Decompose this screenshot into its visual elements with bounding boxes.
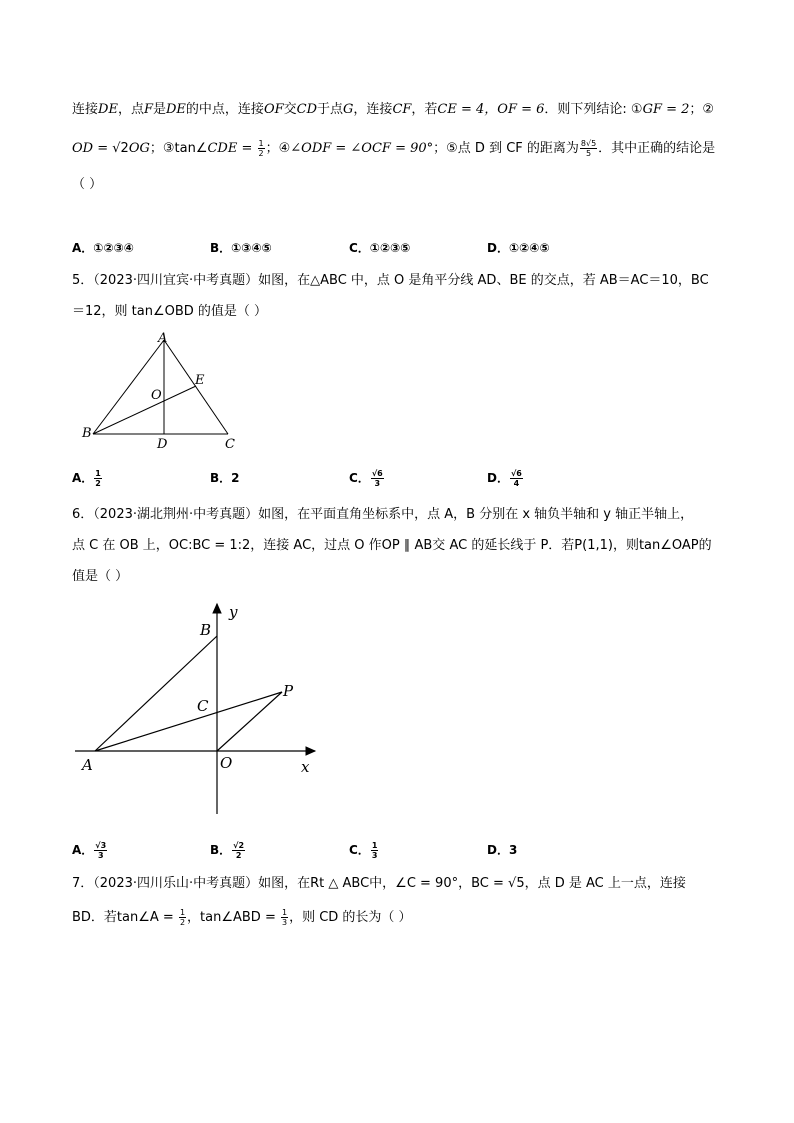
segment-ab [95,636,217,751]
numerator: √6 [510,469,522,478]
text: BD．若tan∠A = [72,910,178,925]
label-c: C [197,697,209,715]
q4-option-c[interactable]: C．①②③⑤ [349,241,411,255]
text: ，连接 [353,102,393,117]
numerator: 1 [95,469,101,478]
q6-option-d[interactable] [487,840,517,860]
text: ；⑤点 D 到 CF 的距离为 [433,141,579,156]
label-x: x [301,758,310,776]
denominator: 2 [235,851,242,860]
text: ，点 [117,102,144,117]
q6-option-c[interactable] [349,840,379,860]
math: DE [166,102,186,117]
fraction [258,139,265,158]
denominator: 5 [585,149,592,158]
q6-line-1: 6．（2023·湖北荆州·中考真题）如图，在平面直角坐标系中，点 A，B 分别在 x 轴负半轴和 y 轴正半轴上， [72,507,694,522]
q5-triangle-figure [78,328,248,453]
label-d: D [157,437,168,452]
denominator: 3 [97,851,104,860]
math: F [143,102,153,117]
q6-coordinate-figure [70,596,330,821]
numerator: 1 [371,841,378,850]
fraction [94,841,107,860]
q4-option-b[interactable]: B．①③④⑤ [210,241,272,255]
denominator: 4 [513,479,520,488]
math: CDE = [207,141,257,156]
text: ，点 D 是 AC 上一点，连接 [524,876,686,891]
text: ．其中正确的结论是 [598,141,716,156]
q4-line-2 [72,139,715,159]
q4-line-3: （ ） [72,177,103,192]
q5-line-1: 5．（2023·四川宜宾·中考真题）如图，在△ABC 中，点 O 是角平分线 AD、BE 的交点，若 AB＝AC＝10，BC [72,273,709,288]
fraction [580,139,597,158]
segment-op [217,692,282,751]
math: G [343,102,354,117]
fraction [281,908,288,927]
option-letter: B． [210,843,232,857]
denominator: 3 [281,918,288,927]
text: ；② [689,102,715,117]
q4-line-1 [72,100,714,120]
text: 是 [152,102,166,117]
q5-option-b[interactable] [210,468,240,488]
denominator: 2 [258,149,264,158]
option-letter: B． [210,471,232,485]
math: √5 [508,876,525,891]
q6-option-b[interactable] [210,840,246,860]
text: 7．（2023·四川乐山·中考真题）如图，在Rt △ ABC中，∠C = 90°，BC = [72,876,509,891]
label-o: O [220,754,233,772]
fraction [510,469,523,488]
numerator: √6 [371,469,383,478]
q7-line-2 [72,908,412,928]
bisector-be [93,386,196,434]
fraction [371,841,379,860]
q5-option-c[interactable] [349,468,385,488]
math: DE [98,102,118,117]
text: 的中点，连接 [185,102,264,117]
label-b: B [200,621,212,639]
q5-line-2: ＝12，则 tan∠OBD 的值是（ ） [72,304,268,319]
numerator: 8√5 [580,139,597,148]
option-value: 2 [231,471,240,485]
math: OD = [72,141,113,156]
q6-option-a[interactable] [72,840,108,860]
text: ，若 [411,102,438,117]
option-letter: D． [487,843,509,857]
numerator: √3 [95,841,107,850]
q6-line-3: 值是（ ） [72,569,129,584]
fraction [179,908,186,927]
side-ab [93,340,164,434]
label-b: B [82,426,92,441]
label-e: E [195,373,205,388]
math: OF [263,102,284,117]
option-letter: A． [72,843,94,857]
math: CD [296,102,318,117]
label-o: O [151,388,162,403]
option-letter: C． [349,843,370,857]
label-c: C [225,437,235,452]
text: ，则 CD 的长为（ ） [289,910,412,925]
text: 于点 [317,102,344,117]
q4-option-d[interactable]: D．①②④⑤ [487,241,550,255]
fraction [371,469,384,488]
label-y: y [229,603,238,621]
math: GF = 2 [642,102,690,117]
math: CF [392,102,412,117]
fraction [94,469,102,488]
math: ∠ODF = ∠OCF = 90° [290,141,434,156]
text: ．则下列结论: ① [544,102,643,117]
math: √2 [112,141,129,156]
option-letter: C． [349,471,370,485]
option-value: 3 [508,843,518,857]
text: 交 [283,102,297,117]
option-letter: A． [72,471,94,485]
label-p: P [283,682,294,700]
denominator: 3 [374,479,381,488]
label-a: A [158,331,168,346]
math: CE = 4，OF = 6 [437,102,545,117]
numerator: 1 [258,139,264,148]
numerator: √2 [233,841,245,850]
denominator: 3 [371,851,378,860]
q5-option-d[interactable] [487,468,524,488]
text: ；③tan∠ [149,141,208,156]
text: ，tan∠ABD = [187,910,280,925]
q7-line-1 [72,874,686,894]
denominator: 2 [179,918,186,927]
numerator: 1 [281,908,288,917]
q6-line-2: 点 C 在 OB 上，OC:BC = 1:2，连接 AC，过点 O 作OP ∥ AB交 AC 的延长线于 P．若P(1,1)，则tan∠OAP的 [72,538,712,553]
text: 连接 [72,102,99,117]
math: OG [128,141,150,156]
numerator: 1 [179,908,186,917]
segment-ap [95,692,282,751]
label-a: A [82,756,93,774]
option-letter: D． [487,471,509,485]
q5-option-a[interactable] [72,468,103,488]
fraction [232,841,245,860]
denominator: 2 [95,479,101,488]
q4-option-a[interactable]: A．①②③④ [72,241,134,255]
text: ；④ [265,141,291,156]
